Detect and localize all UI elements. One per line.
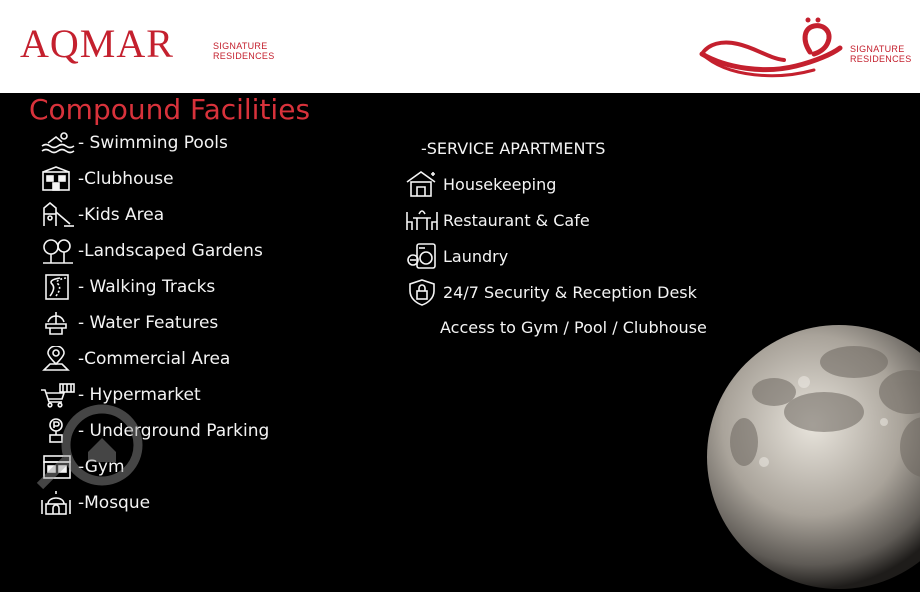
service-label: Laundry — [443, 246, 509, 266]
facility-label: - Water Features — [78, 313, 219, 333]
service-item — [405, 204, 590, 236]
brand-logo-wordmark: AQMAR — [20, 21, 174, 66]
service-item — [405, 168, 556, 200]
brand-logo-subtitle — [213, 41, 275, 61]
facility-label: - Underground Parking — [78, 421, 270, 441]
facility-item — [40, 343, 230, 375]
house-cleaning-icon — [405, 170, 439, 198]
brand-subtitle-line1: SIGNATURE — [213, 41, 268, 51]
service-item — [405, 276, 697, 308]
dining-table-icon — [405, 206, 439, 234]
service-label: Restaurant & Cafe — [443, 210, 590, 230]
service-extra-text: Access to Gym / Pool / Clubhouse — [440, 318, 707, 337]
track-icon — [40, 274, 76, 300]
services-heading: -SERVICE APARTMENTS — [421, 139, 606, 158]
brand-subtitle-line2: RESIDENCES — [213, 51, 275, 61]
playground-icon — [40, 202, 76, 228]
facility-label: -Gym — [78, 457, 125, 477]
service-item — [405, 240, 508, 272]
brand-right-subtitle — [850, 44, 912, 64]
swimming-icon — [40, 130, 76, 156]
clubhouse-icon — [40, 166, 76, 192]
header-bar — [0, 0, 920, 93]
brand-calligraphy-mark-icon — [698, 14, 844, 80]
facility-label: - Hypermarket — [78, 385, 201, 405]
moon-image — [704, 322, 920, 592]
location-pin-icon — [40, 346, 76, 372]
watermark-logo-icon — [26, 400, 150, 494]
facility-label: - Walking Tracks — [78, 277, 216, 297]
facility-label: -Commercial Area — [78, 349, 231, 369]
brand-right-subtitle-line1: SIGNATURE — [850, 44, 905, 54]
facility-label: - Swimming Pools — [78, 133, 228, 153]
facility-label: -Landscaped Gardens — [78, 241, 263, 261]
facility-item — [40, 127, 228, 159]
service-label: 24/7 Security & Reception Desk — [443, 282, 697, 302]
security-shield-icon — [405, 278, 439, 306]
brand-right-subtitle-line2: RESIDENCES — [850, 54, 912, 64]
facility-label: -Kids Area — [78, 205, 165, 225]
washing-machine-icon — [405, 242, 439, 270]
facility-item — [40, 199, 164, 231]
page-title: Compound Facilities — [29, 93, 311, 126]
trees-icon — [40, 238, 76, 264]
facility-item — [40, 163, 174, 195]
facility-item — [40, 307, 218, 339]
service-label: Housekeeping — [443, 174, 557, 194]
facility-item — [40, 235, 263, 267]
fountain-icon — [40, 310, 76, 336]
facility-label: -Mosque — [78, 493, 151, 513]
facility-label: -Clubhouse — [78, 169, 174, 189]
facility-item — [40, 271, 215, 303]
